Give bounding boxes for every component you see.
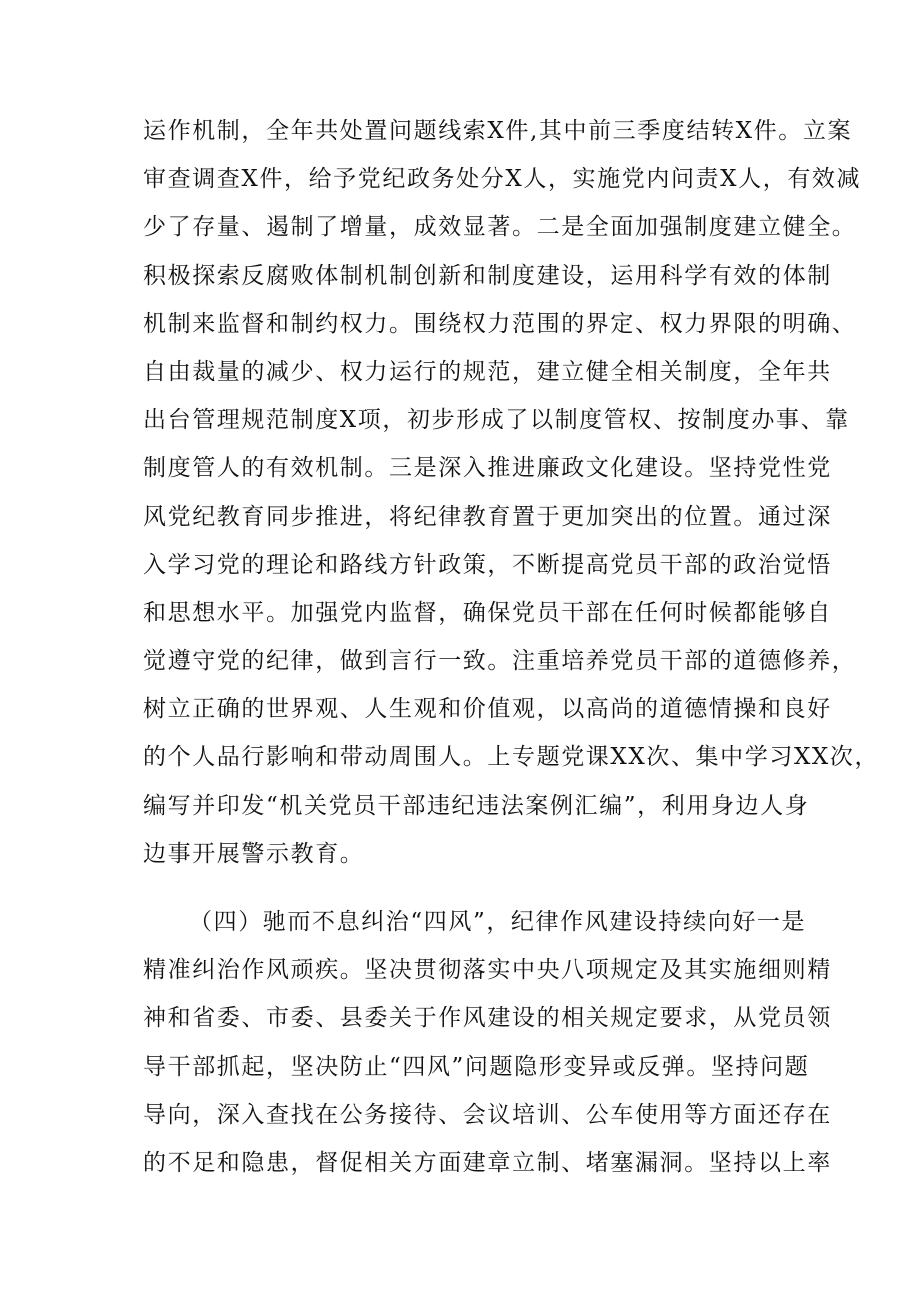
text-line: 编写并印发“机关党员干部违纪违法案例汇编”，利用身边人身 xyxy=(143,792,810,819)
section-heading-line: （四）驰而不息纠治“四风”，纪律作风建设持续向好一是 xyxy=(189,909,807,935)
text-line: 风党纪教育同步推进，将纪律教育置于更加突出的位置。通过深 xyxy=(143,503,832,530)
text-line: 导干部抓起，坚决防止“四风”问题隐形变异或反弹。坚持问题 xyxy=(143,1053,810,1080)
text-line: 的不足和隐患，督促相关方面建章立制、堵塞漏洞。坚持以上率 xyxy=(143,1149,832,1176)
text-line: 积极探索反腐败体制机制创新和制度建设，运用科学有效的体制 xyxy=(143,262,832,289)
text-line: 的个人品行影响和带动周围人。上专题党课XX次、集中学习XX次， xyxy=(143,744,880,771)
text-line: 制度管人的有效机制。三是深入推进廉政文化建设。坚持党性党 xyxy=(143,455,832,482)
document-body xyxy=(143,107,880,1187)
text-line: 审查调查X件，给予党纪政务处分X人，实施党内问责X人，有效减 xyxy=(143,166,862,193)
text-line: 入学习党的理论和路线方针政策，不断提高党员干部的政治觉悟 xyxy=(143,551,832,578)
text-line: 少了存量、遏制了增量，成效显著。二是全面加强制度建立健全。 xyxy=(143,214,857,241)
text-line: 机制来监督和制约权力。围绕权力范围的界定、权力界限的明确、 xyxy=(143,310,857,337)
text-line: 运作机制，全年共处置问题线索X件,其中前三季度结转X件。立案 xyxy=(143,118,853,144)
text-line: 边事开展警示教育。 xyxy=(143,840,365,867)
text-line: 导向，深入查找在公务接待、会议培训、公车使用等方面还存在 xyxy=(143,1101,832,1128)
paragraph-continued xyxy=(143,107,880,878)
paragraph-section-four xyxy=(143,898,832,1187)
text-line: 自由裁量的减少、权力运行的规范，建立健全相关制度，全年共 xyxy=(143,358,832,385)
text-line: 神和省委、市委、县委关于作风建设的相关规定要求，从党员领 xyxy=(143,1005,832,1032)
text-line: 觉遵守党的纪律，做到言行一致。注重培养党员干部的道德修养， xyxy=(143,648,857,675)
text-line: 精准纠治作风顽疾。坚决贯彻落实中央八项规定及其实施细则精 xyxy=(143,957,832,984)
text-line: 树立正确的世界观、人生观和价值观，以高尚的道德情操和良好 xyxy=(143,696,832,723)
text-line: 出台管理规范制度X项，初步形成了以制度管权、按制度办事、靠 xyxy=(143,407,850,434)
text-line: 和思想水平。加强党内监督，确保党员干部在任何时候都能够自 xyxy=(143,599,832,626)
